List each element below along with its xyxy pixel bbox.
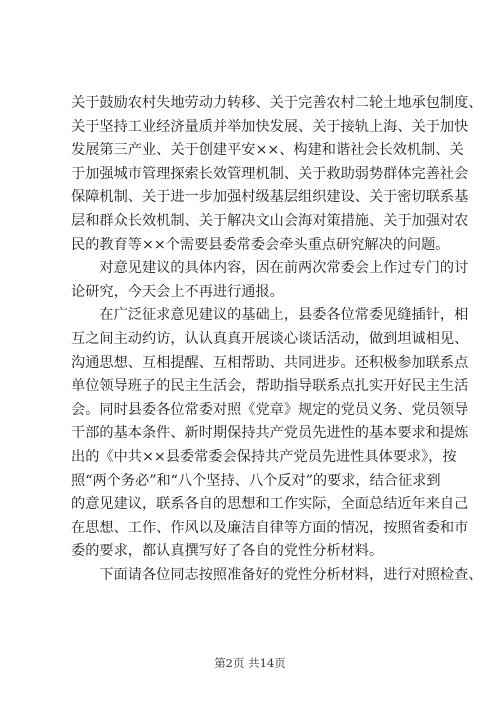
paragraph bbox=[71, 304, 469, 564]
text-line: 出的《中共××县委常委会保持共产党员先进性具体要求》，按 bbox=[71, 448, 457, 465]
text-line: 关于坚持工业经济量质并举加快发展、关于接轨上海、关于加快 bbox=[71, 118, 469, 135]
text-line: 层和群众长效机制、关于解决文山会海对策措施、关于加强对农 bbox=[71, 212, 469, 229]
document-body bbox=[71, 92, 483, 587]
text-line: 会。同时县委各位常委对照《党章》规定的党员义务、党员领导 bbox=[71, 401, 469, 418]
text-line: 沟通思想、互相提醒、互相帮助、共同进步。还积极参加联系点 bbox=[71, 354, 469, 371]
paragraph bbox=[71, 564, 483, 588]
text-line: 对意见建议的具体内容，因在前两次常委会上作过专门的讨 bbox=[99, 260, 469, 277]
text-line: 关于鼓励农村失地劳动力转移、关于完善农村二轮土地承包制度、 bbox=[71, 95, 483, 111]
text-line: 干部的基本条件、新时期保持共产党员先进性的基本要求和提炼 bbox=[71, 425, 469, 442]
text-line: 下面请各位同志按照准备好的党性分析材料，进行对照检查、 bbox=[99, 566, 483, 583]
paragraph bbox=[71, 257, 469, 304]
text-line: 在思想、工作、作风以及廉洁自律等方面的情况，按照省委和市 bbox=[71, 519, 469, 536]
text-line: 发展第三产业、关于创建平安××、构建和谐社会长效机制、关 bbox=[71, 142, 464, 159]
paragraph bbox=[71, 92, 483, 257]
text-line: 民的教育等××个需要县委常委会牵头重点研究解决的问题。 bbox=[71, 236, 450, 253]
text-line: 于加强城市管理探索长效管理机制、关于救助弱势群体完善社会 bbox=[71, 165, 469, 182]
text-line: 在广泛征求意见建议的基础上，县委各位常委见缝插针，相 bbox=[99, 307, 469, 324]
page-footer: 第2页 共14页 bbox=[214, 656, 286, 670]
text-line: 互之间主动约访，认认真真开展谈心谈话活动，做到坦诚相见、 bbox=[71, 330, 469, 347]
text-line: 保障机制、关于进一步加强村级基层组织建设、关于密切联系基 bbox=[71, 189, 469, 206]
text-line: 照“两个务必”和“八个坚持、八个反对”的要求，结合征求到 bbox=[71, 472, 441, 489]
text-line: 论研究，今天会上不再进行通报。 bbox=[71, 283, 284, 300]
text-line: 单位领导班子的民主生活会，帮助指导联系点扎实开好民主生活 bbox=[71, 378, 469, 395]
text-line: 委的要求，都认真撰写好了各自的党性分析材料。 bbox=[71, 543, 384, 560]
text-line: 的意见建议，联系各自的思想和工作实际，全面总结近年来自己 bbox=[71, 496, 469, 513]
